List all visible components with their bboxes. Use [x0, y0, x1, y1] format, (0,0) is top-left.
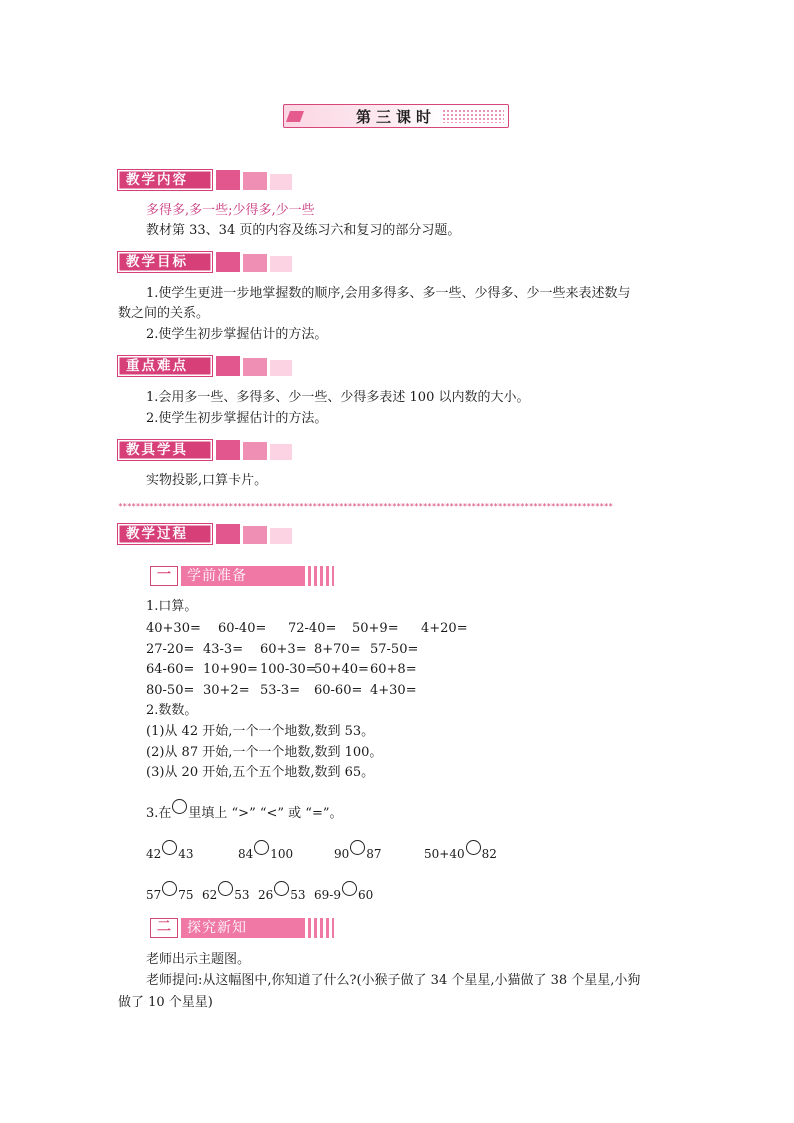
- subsection-bar-prep: [150, 566, 334, 586]
- calc-item: 100-30=: [260, 662, 317, 677]
- calc-item: 50+40=: [314, 662, 369, 677]
- calc-item: 40+30=: [146, 621, 201, 636]
- section-square-decoration: [270, 444, 292, 460]
- calc-item: 60+3=: [260, 642, 307, 657]
- section-square-decoration: [270, 360, 292, 376]
- section-square-decoration: [270, 256, 292, 272]
- explore-line: 老师出示主题图。: [146, 952, 251, 967]
- compare-right: 75: [178, 888, 194, 902]
- subsection-bar-explore: [150, 918, 334, 938]
- lesson-title-banner: [283, 104, 509, 128]
- calc-item: 80-50=: [146, 683, 195, 698]
- subsection-stripes-decoration: [308, 918, 334, 938]
- compare-left: 57: [146, 888, 162, 902]
- count-item: (3)从 20 开始,五个五个地数,数到 65。: [146, 765, 375, 780]
- compare-right: 43: [178, 847, 194, 861]
- circle-blank-icon: [172, 799, 187, 814]
- calc-item: 60-40=: [218, 621, 267, 636]
- calc-item: 50+9=: [352, 621, 399, 636]
- calc-item: 4+20=: [421, 621, 468, 636]
- count-item: (1)从 42 开始,一个一个地数,数到 53。: [146, 724, 375, 739]
- answer-circle[interactable]: [162, 840, 177, 855]
- goal-line: 2.使学生初步掌握估计的方法。: [146, 327, 328, 342]
- calc-item: 27-20=: [146, 642, 195, 657]
- explore-line: 做了 10 个星星): [118, 995, 213, 1010]
- calc-item: 72-40=: [288, 621, 337, 636]
- compare-right: 87: [366, 847, 382, 861]
- goal-line: 数之间的关系。: [118, 306, 210, 321]
- compare-left: 42: [146, 847, 162, 861]
- explore-line: 老师提问:从这幅图中,你知道了什么?(小猴子做了 34 个星星,小猫做了 38 个星星,小狗: [146, 973, 641, 988]
- section-square-decoration: [270, 528, 292, 544]
- calc-item: 43-3=: [203, 642, 244, 657]
- section-square-decoration: [243, 526, 267, 544]
- key-point-line: 1.会用多一些、多得多、少一些、少得多表述 100 以内数的大小。: [146, 390, 530, 405]
- key-point-line: 2.使学生初步掌握估计的方法。: [146, 411, 328, 426]
- compare-item: [424, 840, 497, 861]
- subsection-number: 二: [150, 918, 178, 938]
- question-title: 2.数数。: [146, 703, 198, 718]
- compare-item: [334, 840, 382, 861]
- calc-item: 10+90=: [203, 662, 258, 677]
- subsection-number: 一: [150, 566, 178, 586]
- tools-text: 实物投影,口算卡片。: [146, 473, 268, 488]
- compare-right: 82: [481, 847, 497, 861]
- compare-item: [238, 840, 293, 861]
- answer-circle[interactable]: [218, 881, 233, 896]
- answer-circle[interactable]: [350, 840, 365, 855]
- calc-item: 53-3=: [260, 683, 301, 698]
- count-item: (2)从 87 开始,一个一个地数,数到 100。: [146, 745, 383, 760]
- compare-item: [314, 881, 373, 902]
- section-label: 教学内容: [118, 170, 212, 190]
- section-square-decoration: [243, 358, 267, 376]
- question-title-compare: [146, 799, 343, 823]
- answer-circle[interactable]: [254, 840, 269, 855]
- section-square-decoration: [216, 252, 240, 272]
- answer-circle[interactable]: [162, 881, 177, 896]
- compare-right: 100: [270, 847, 294, 861]
- calc-item: 60+8=: [370, 662, 417, 677]
- compare-left: 26: [258, 888, 274, 902]
- lesson-title: 第三课时: [355, 108, 436, 126]
- section-square-decoration: [216, 356, 240, 376]
- question-prefix: 3.在: [146, 806, 172, 821]
- calc-item: 4+30=: [370, 683, 417, 698]
- compare-right: 60: [357, 888, 374, 902]
- section-square-decoration: [243, 442, 267, 460]
- section-square-decoration: [243, 172, 267, 190]
- goal-line: 1.使学生更进一步地掌握数的顺序,会用多得多、多一些、少得多、少一些来表述数与: [146, 286, 631, 301]
- section-square-decoration: [243, 254, 267, 272]
- content-topic: 多得多,多一些;少得多,少一些: [146, 203, 315, 218]
- compare-left: 90: [334, 847, 350, 861]
- compare-left: 69-9: [314, 888, 341, 902]
- section-square-decoration: [270, 174, 292, 190]
- subsection-stripes-decoration: [308, 566, 334, 586]
- answer-circle[interactable]: [466, 840, 481, 855]
- compare-left: 84: [238, 847, 254, 861]
- calc-item: 60-60=: [314, 683, 363, 698]
- compare-item: [258, 881, 306, 902]
- subsection-title: 探究新知: [181, 918, 305, 938]
- calc-item: 64-60=: [146, 662, 195, 677]
- calc-item: 30+2=: [203, 683, 250, 698]
- section-square-decoration: [216, 440, 240, 460]
- answer-circle[interactable]: [342, 881, 357, 896]
- calc-item: 8+70=: [314, 642, 361, 657]
- section-square-decoration: [216, 524, 240, 544]
- section-label: 教学目标: [118, 252, 212, 272]
- question-title: 1.口算。: [146, 599, 198, 614]
- compare-right: 53: [234, 888, 250, 902]
- section-label: 教具学具: [118, 440, 212, 460]
- calc-item: 57-50=: [370, 642, 419, 657]
- star-divider: ****************************************************************************************************************: [118, 503, 613, 511]
- compare-item: [202, 881, 250, 902]
- answer-circle[interactable]: [274, 881, 289, 896]
- content-text: 教材第 33、34 页的内容及练习六和复习的部分习题。: [146, 223, 461, 238]
- question-suffix: 里填上 “>” “<” 或 “=”。: [188, 806, 343, 821]
- subsection-title: 学前准备: [181, 566, 305, 586]
- compare-right: 53: [290, 888, 306, 902]
- section-square-decoration: [216, 170, 240, 190]
- compare-item: [146, 840, 194, 861]
- compare-item: [146, 881, 194, 902]
- compare-left: 62: [202, 888, 218, 902]
- section-label: 教学过程: [118, 524, 212, 544]
- compare-left: 50+40: [424, 847, 465, 861]
- section-label: 重点难点: [118, 356, 212, 376]
